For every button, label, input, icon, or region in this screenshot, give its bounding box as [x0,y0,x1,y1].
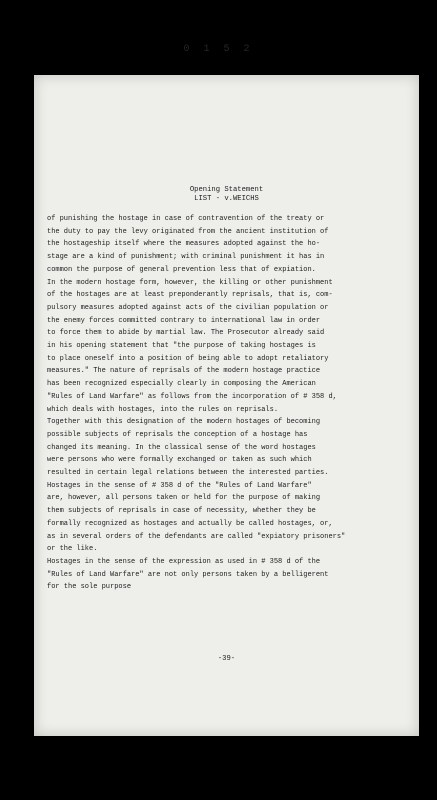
text-line: as in several orders of the defendants are called "expiatory prisoners" [47,532,346,541]
text-line: are, however, all persons taken or held for the purpose of making [47,494,321,503]
text-line: common the purpose of general prevention less that of expiation. [47,265,316,274]
text-line: formally recognized as hostages and actually be called hostages, or, [47,519,333,528]
text-line: pulsory measures adopted against acts of the civilian population or [47,303,329,312]
text-line: in his opening statement that "the purpose of taking hostages is [47,342,316,351]
text-line: "Rules of Land Warfare" as follows from the incorporation of # 358 d, [47,392,337,401]
text-line: the duty to pay the levy originated from the ancient institution of [47,227,329,236]
text-line: of punishing the hostage in case of contravention of the treaty or [47,215,325,223]
text-line: Hostages in the sense of the expression as used in # 358 d of the [47,557,321,566]
page-number: -39- [217,655,236,663]
microfilm-frame-number: 0 1 5 2 [183,44,254,55]
text-line: them subjects of reprisals in case of necessity, whether they be [47,507,316,516]
text-line: to place oneself into a position of being able to adopt retaliatory [47,354,329,363]
text-line: has been recognized especially clearly in composing the American [47,380,316,389]
document-page [34,75,419,736]
text-line: which deals with hostages, into the rules on reprisals. [47,405,279,414]
text-line: to force them to abide by martial law. The Prosecutor already said [47,329,325,338]
document-body [47,213,409,594]
document-subheading: LIST - v.WEICHS [194,195,259,203]
text-line: Hostages in the sense of # 358 d of the "Rules of Land Warfare" [47,481,312,490]
text-line: stage are a kind of punishment; with criminal punishment it has in [47,253,325,262]
text-line: the enemy forces committed contrary to international law in order [47,316,321,325]
document-heading: Opening Statement [189,186,264,194]
text-line: measures." The nature of reprisals of the modern hostage practice [47,367,321,376]
text-line: In the modern hostage form, however, the killing or other punishment [47,278,333,287]
text-line: of the hostages are at least preponderantly reprisals, that is, com- [47,291,333,300]
text-line: possible subjects of reprisals the conception of a hostage has [47,430,308,439]
text-line: were persons who were formally exchanged or taken as such which [47,456,312,465]
text-line: Together with this designation of the modern hostages of becoming [47,418,321,427]
text-line: or the like. [47,545,98,554]
text-line: resulted in certain legal relations between the interested parties. [47,469,329,478]
text-line: "Rules of Land Warfare" are not only persons taken by a belligerent [47,570,329,579]
text-line: changed its meaning. In the classical sense of the word hostages [47,443,316,452]
text-line: the hostageship itself where the measures adopted against the ho- [47,240,321,249]
text-line: for the sole purpose [47,583,132,592]
